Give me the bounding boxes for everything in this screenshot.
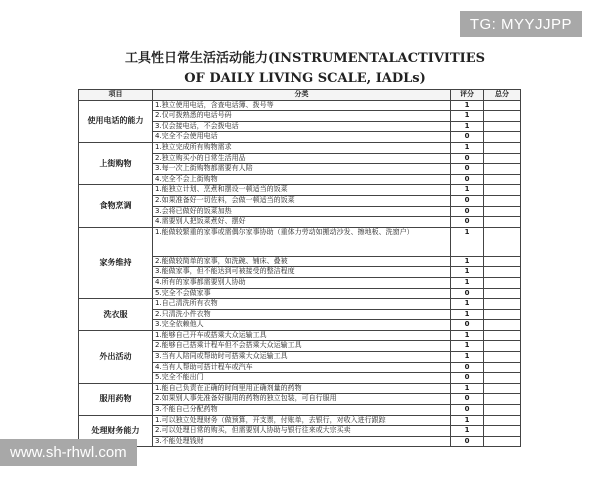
item-cell: 1.能够自己开车或搭乘大众运输工具 bbox=[153, 330, 451, 341]
score-cell: 0 bbox=[451, 153, 484, 164]
title-line-1: 工具性日常生活活动能力(INSTRUMENTALACTIVITIES bbox=[124, 51, 486, 66]
item-cell: 2.如果别人事先准备好服用的药物的独立包装，可自行服用 bbox=[153, 394, 451, 405]
score-cell: 1 bbox=[451, 309, 484, 320]
total-cell bbox=[484, 373, 521, 384]
table-row bbox=[79, 227, 521, 256]
total-cell bbox=[484, 341, 521, 352]
total-cell bbox=[484, 153, 521, 164]
category-cell: 上街购物 bbox=[79, 142, 153, 184]
category-cell: 服用药物 bbox=[79, 383, 153, 415]
score-cell: 1 bbox=[451, 277, 484, 288]
total-cell bbox=[484, 383, 521, 394]
item-cell: 4.需要别人把饭菜煮好、摆好 bbox=[153, 217, 451, 228]
header-total: 总分 bbox=[484, 90, 521, 101]
table-header-row bbox=[79, 90, 521, 101]
total-cell bbox=[484, 362, 521, 373]
total-cell bbox=[484, 111, 521, 122]
item-cell: 1.可以独立处理财务（做预算，开支票，付账单，去银行，对收入进行跟踪 bbox=[153, 415, 451, 426]
total-cell bbox=[484, 217, 521, 228]
total-cell bbox=[484, 352, 521, 363]
category-cell: 外出活动 bbox=[79, 330, 153, 383]
score-cell: 0 bbox=[451, 362, 484, 373]
total-cell bbox=[484, 164, 521, 175]
title-line-2: OF DAILY LIVING SCALE, IADLs) bbox=[184, 71, 426, 86]
total-cell bbox=[484, 174, 521, 185]
score-cell: 1 bbox=[451, 121, 484, 132]
item-cell: 1.独立使用电话，含查电话簿、拨号等 bbox=[153, 100, 451, 111]
total-cell bbox=[484, 206, 521, 217]
iadl-table bbox=[78, 89, 521, 447]
total-cell bbox=[484, 299, 521, 310]
score-cell: 1 bbox=[451, 142, 484, 153]
item-cell: 3.每一次上街购物都需要有人陪 bbox=[153, 164, 451, 175]
score-cell: 1 bbox=[451, 352, 484, 363]
category-cell: 家务维持 bbox=[79, 227, 153, 298]
total-cell bbox=[484, 195, 521, 206]
score-cell: 0 bbox=[451, 164, 484, 175]
item-cell: 3.不能自己分配药物 bbox=[153, 405, 451, 416]
total-cell bbox=[484, 267, 521, 278]
item-cell: 5.完全不会做家事 bbox=[153, 288, 451, 299]
table-row bbox=[79, 185, 521, 196]
item-cell: 1.独立完成所有购物需求 bbox=[153, 142, 451, 153]
score-cell: 1 bbox=[451, 227, 484, 256]
score-cell: 1 bbox=[451, 111, 484, 122]
table-body bbox=[79, 100, 521, 447]
table-row bbox=[79, 415, 521, 426]
item-cell: 2.只清洗小件衣物 bbox=[153, 309, 451, 320]
item-cell: 3.不能处理钱财 bbox=[153, 436, 451, 447]
total-cell bbox=[484, 121, 521, 132]
table-row bbox=[79, 142, 521, 153]
category-cell: 洗衣服 bbox=[79, 299, 153, 331]
page-title bbox=[70, 50, 540, 88]
total-cell bbox=[484, 309, 521, 320]
total-cell bbox=[484, 142, 521, 153]
item-cell: 4.完全不会上街购物 bbox=[153, 174, 451, 185]
total-cell bbox=[484, 277, 521, 288]
total-cell bbox=[484, 227, 521, 256]
item-cell: 3.完全依赖他人 bbox=[153, 320, 451, 331]
score-cell: 1 bbox=[451, 426, 484, 437]
score-cell: 0 bbox=[451, 132, 484, 143]
total-cell bbox=[484, 436, 521, 447]
total-cell bbox=[484, 405, 521, 416]
total-cell bbox=[484, 415, 521, 426]
score-cell: 0 bbox=[451, 217, 484, 228]
header-category: 项目 bbox=[79, 90, 153, 101]
score-cell: 0 bbox=[451, 405, 484, 416]
item-cell: 2.独立购买小的日常生活用品 bbox=[153, 153, 451, 164]
scale-sheet bbox=[78, 89, 520, 447]
score-cell: 0 bbox=[451, 320, 484, 331]
category-cell: 食物烹调 bbox=[79, 185, 153, 227]
item-cell: 4.当有人帮助可搭计程车或汽车 bbox=[153, 362, 451, 373]
score-cell: 0 bbox=[451, 206, 484, 217]
score-cell: 0 bbox=[451, 195, 484, 206]
total-cell bbox=[484, 185, 521, 196]
item-cell: 3.当有人陪同或帮助时可搭乘大众运输工具 bbox=[153, 352, 451, 363]
item-cell: 4.完全不会使用电话 bbox=[153, 132, 451, 143]
item-cell: 2.如果准备好一切佐料，会做一顿适当的饭菜 bbox=[153, 195, 451, 206]
score-cell: 1 bbox=[451, 299, 484, 310]
score-cell: 0 bbox=[451, 436, 484, 447]
item-cell: 3.会将已做好的饭菜加热 bbox=[153, 206, 451, 217]
item-cell: 3.仅会接电话，不会拨电话 bbox=[153, 121, 451, 132]
telegram-badge: TG: MYYJJPP bbox=[460, 11, 582, 37]
table-row bbox=[79, 100, 521, 111]
item-cell: 4.所有的家事都需要别人协助 bbox=[153, 277, 451, 288]
item-cell: 5.完全不能出门 bbox=[153, 373, 451, 384]
score-cell: 1 bbox=[451, 267, 484, 278]
table-row bbox=[79, 383, 521, 394]
score-cell: 1 bbox=[451, 341, 484, 352]
item-cell: 3.能做家事，但不能达到可被接受的整洁程度 bbox=[153, 267, 451, 278]
score-cell: 1 bbox=[451, 330, 484, 341]
score-cell: 0 bbox=[451, 373, 484, 384]
header-items: 分类 bbox=[153, 90, 451, 101]
item-cell: 2.能做较简单的家事，如洗碗、铺床、叠被 bbox=[153, 256, 451, 267]
item-cell: 1.能自己负责在正确的时间里用正确剂量的药物 bbox=[153, 383, 451, 394]
item-cell: 2.能够自己搭乘计程车但不会搭乘大众运输工具 bbox=[153, 341, 451, 352]
total-cell bbox=[484, 394, 521, 405]
score-cell: 1 bbox=[451, 256, 484, 267]
item-cell: 1.能独立计划、烹煮和摆设一顿适当的饭菜 bbox=[153, 185, 451, 196]
table-row bbox=[79, 330, 521, 341]
header-score: 评分 bbox=[451, 90, 484, 101]
score-cell: 0 bbox=[451, 288, 484, 299]
item-cell: 1.自己清洗所有衣物 bbox=[153, 299, 451, 310]
score-cell: 0 bbox=[451, 394, 484, 405]
total-cell bbox=[484, 132, 521, 143]
total-cell bbox=[484, 320, 521, 331]
category-cell: 使用电话的能力 bbox=[79, 100, 153, 142]
total-cell bbox=[484, 330, 521, 341]
score-cell: 1 bbox=[451, 383, 484, 394]
site-watermark: www.sh-rhwl.com bbox=[0, 439, 137, 466]
score-cell: 1 bbox=[451, 100, 484, 111]
item-cell: 1.能做较繁重的家事或需偶尔家事协助（重体力劳动如搬动沙发、擦地板、洗窗户） bbox=[153, 227, 451, 256]
total-cell bbox=[484, 100, 521, 111]
total-cell bbox=[484, 426, 521, 437]
table-row bbox=[79, 299, 521, 310]
item-cell: 2.仅可拨熟悉的电话号码 bbox=[153, 111, 451, 122]
category-cell: 处理财务能力 bbox=[79, 415, 153, 447]
item-cell: 2.可以处理日常的购买，但需要别人协助与银行往来或大宗买卖 bbox=[153, 426, 451, 437]
score-cell: 0 bbox=[451, 174, 484, 185]
total-cell bbox=[484, 256, 521, 267]
score-cell: 1 bbox=[451, 185, 484, 196]
total-cell bbox=[484, 288, 521, 299]
score-cell: 1 bbox=[451, 415, 484, 426]
